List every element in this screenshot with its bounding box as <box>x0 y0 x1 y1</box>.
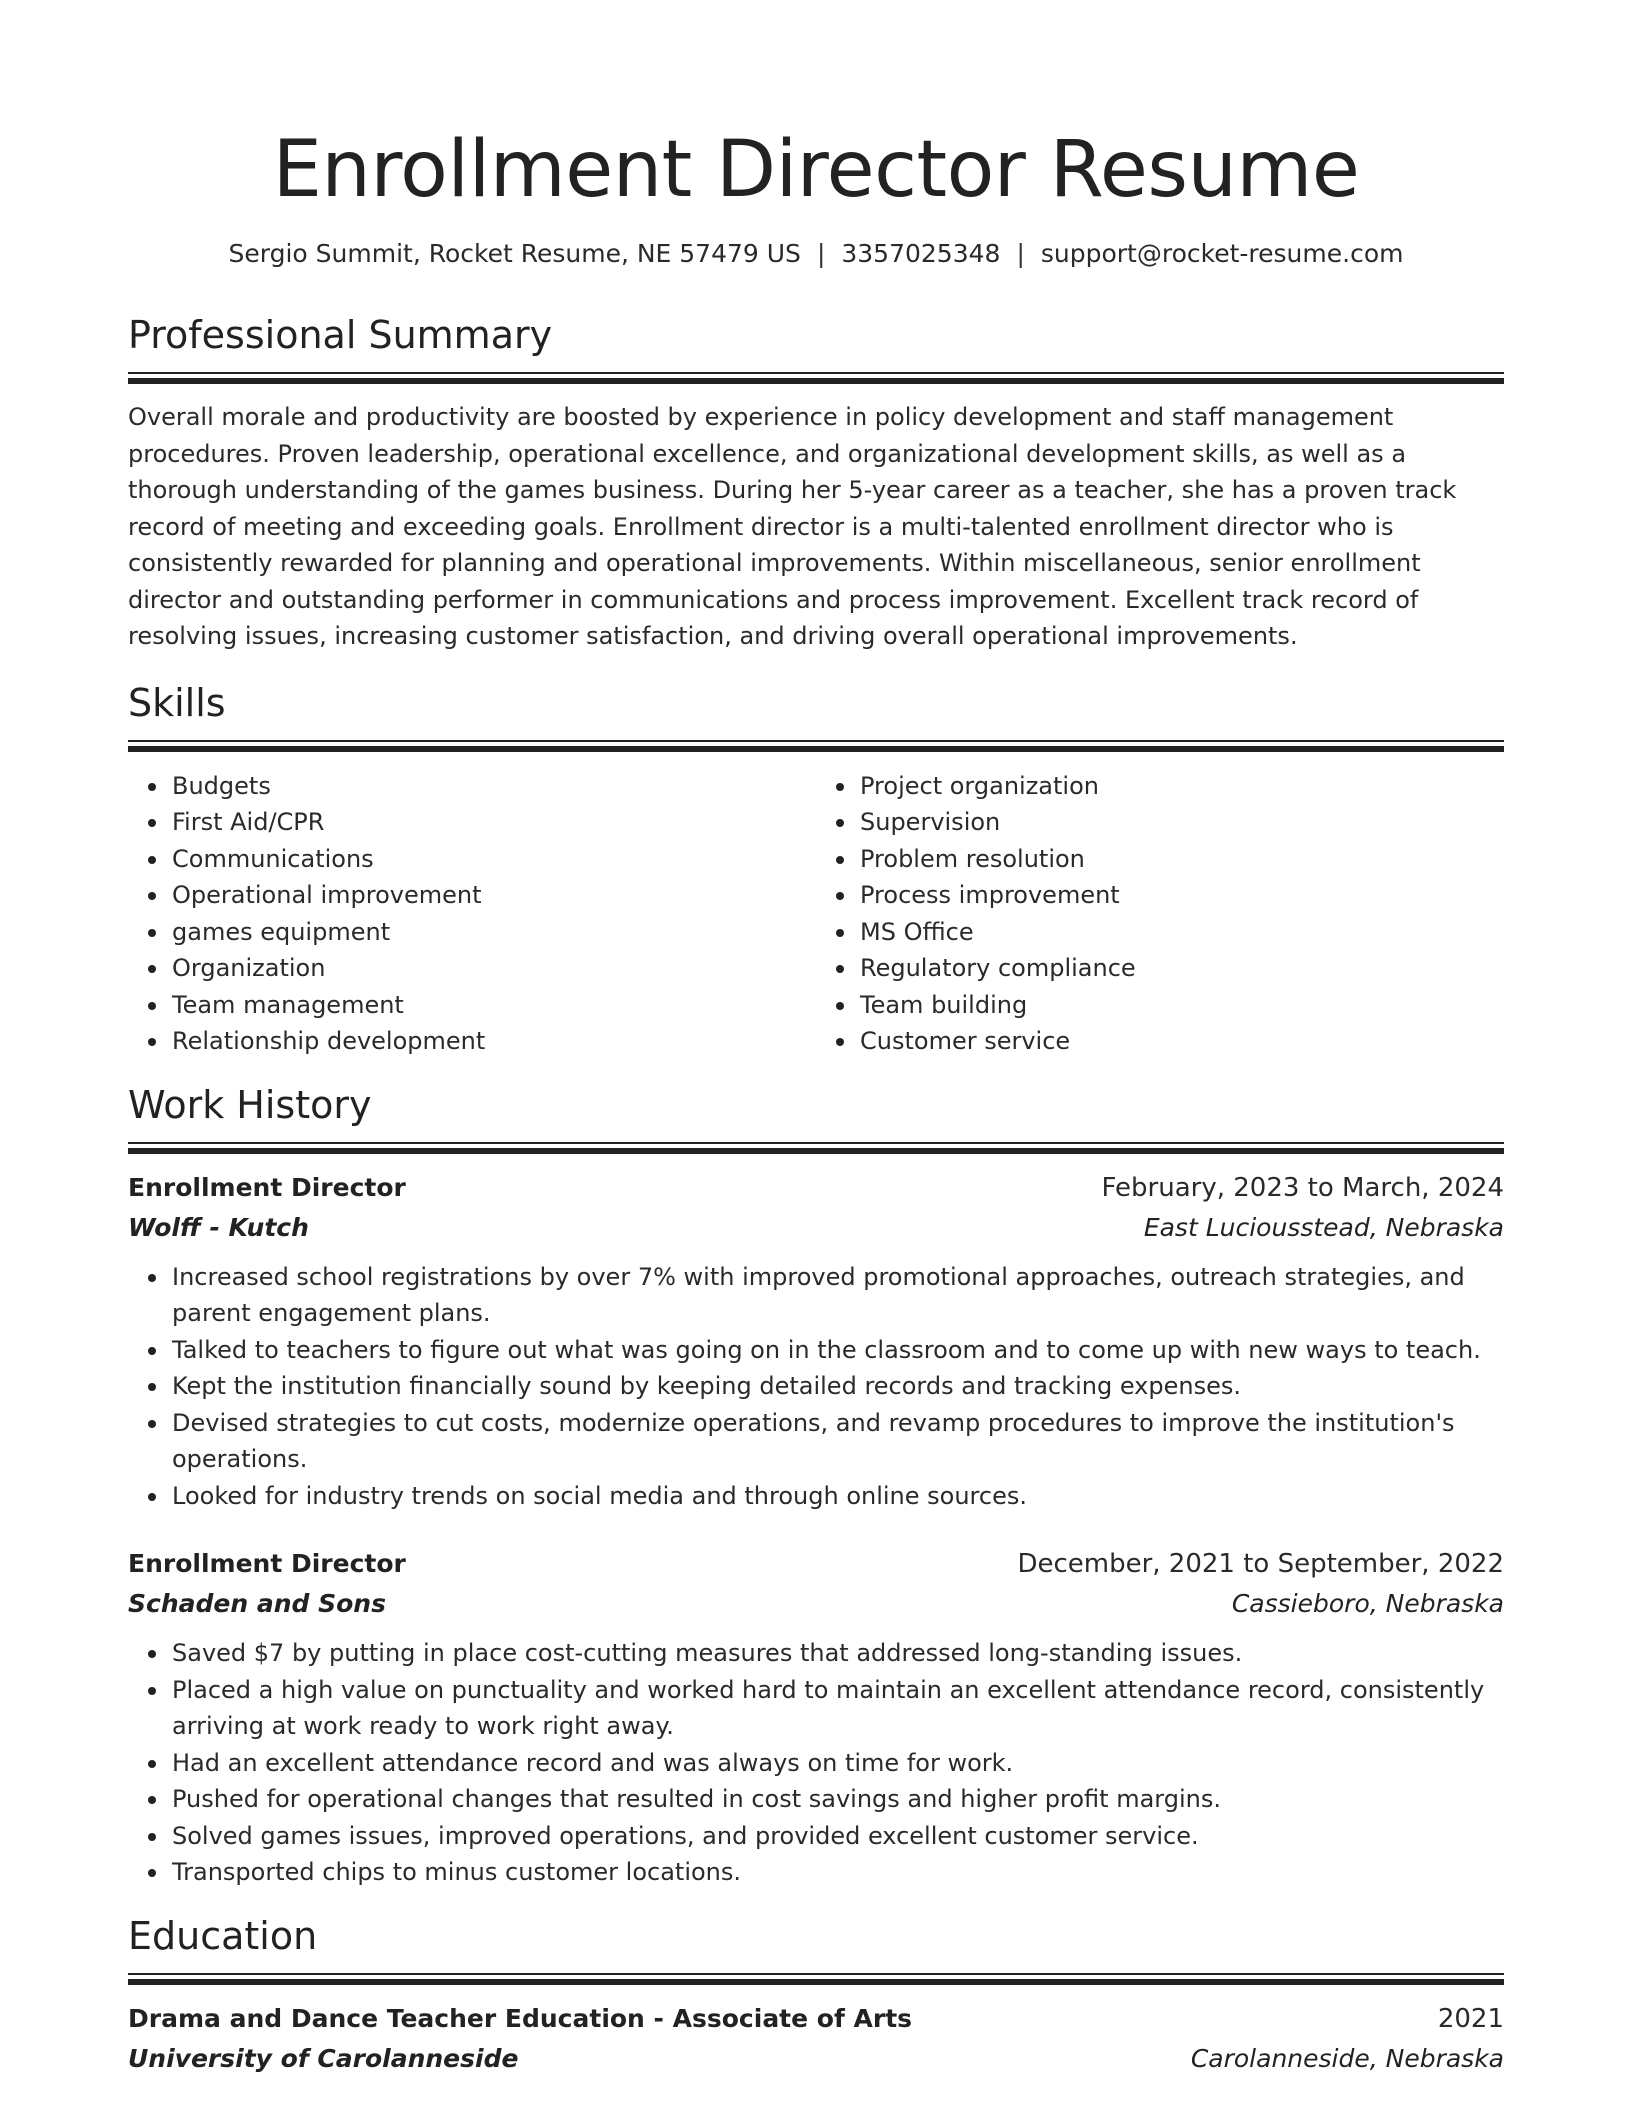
education-section <box>128 1913 1504 2079</box>
summary-section <box>128 312 1504 655</box>
skill-item: Regulatory compliance <box>860 950 1504 987</box>
job-bullet: Solved games issues, improved operations, and provided excellent customer service. <box>172 1818 1504 1855</box>
skill-item: Problem resolution <box>860 841 1504 878</box>
skill-item: Operational improvement <box>172 877 816 914</box>
education-header <box>128 1999 1504 2039</box>
work-history-section <box>128 1082 1504 1891</box>
job-location: Cassieboro, Nebraska <box>1231 1589 1504 1618</box>
job-header <box>128 1168 1504 1208</box>
contact-line <box>128 238 1504 270</box>
education-subheader <box>128 2039 1504 2079</box>
job-title: Enrollment Director <box>128 1549 406 1578</box>
education-school: University of Carolanneside <box>128 2043 519 2073</box>
education-location: Carolanneside, Nebraska <box>1190 2043 1504 2073</box>
section-heading-work-history: Work History <box>128 1082 372 1127</box>
skill-item: Process improvement <box>860 877 1504 914</box>
skill-item: Organization <box>172 950 816 987</box>
skill-item: First Aid/CPR <box>172 804 816 841</box>
job-subheader <box>128 1584 1504 1624</box>
skill-item: games equipment <box>172 914 816 951</box>
skill-item: Relationship development <box>172 1023 816 1060</box>
skills-grid <box>128 768 1504 1060</box>
contact-address: Sergio Summit, Rocket Resume, NE 57479 US <box>228 239 801 268</box>
section-heading-skills: Skills <box>128 680 226 725</box>
job-company: Wolff - Kutch <box>128 1212 309 1242</box>
job-entry <box>128 1544 1504 1891</box>
job-bullet: Transported chips to minus customer locations. <box>172 1854 1504 1891</box>
skills-section <box>128 680 1504 1060</box>
contact-email: support@rocket-resume.com <box>1040 239 1404 268</box>
job-bullets <box>128 1259 1504 1515</box>
job-bullet: Placed a high value on punctuality and worked hard to maintain an excellent attendance record, consistently arriving at work ready to work right away. <box>172 1672 1504 1745</box>
job-location: East Lucioussteаd, Nebraska <box>1143 1212 1504 1242</box>
job-bullet: Had an excellent attendance record and was always on time for work. <box>172 1745 1504 1782</box>
job-bullet: Pushed for operational changes that resulted in cost savings and higher profit margins. <box>172 1781 1504 1818</box>
skill-item: Supervision <box>860 804 1504 841</box>
section-divider <box>128 1142 1504 1154</box>
job-header <box>128 1544 1504 1584</box>
skill-item: Communications <box>172 841 816 878</box>
job-subheader <box>128 1208 1504 1248</box>
job-company: Schaden and Sons <box>128 1589 386 1618</box>
education-year: 2021 <box>1437 2003 1504 2034</box>
job-bullet: Talked to teachers to figure out what was going on in the classroom and to come up with new ways to teach. <box>172 1332 1504 1369</box>
section-heading-summary: Professional Summary <box>128 313 553 357</box>
section-divider <box>128 372 1504 384</box>
skill-item: Team building <box>860 987 1504 1024</box>
job-entry <box>128 1168 1504 1515</box>
resume-page <box>128 0 1504 2079</box>
skills-column-left <box>128 768 816 1060</box>
job-bullet: Devised strategies to cut costs, modernize operations, and revamp procedures to improve the institution's operations. <box>172 1405 1504 1478</box>
job-bullet: Looked for industry trends on social media and through online sources. <box>172 1478 1504 1515</box>
skill-item: MS Office <box>860 914 1504 951</box>
education-degree: Drama and Dance Teacher Education - Associate of Arts <box>128 2003 913 2033</box>
job-dates: February, 2023 to March, 2024 <box>1101 1172 1504 1203</box>
summary-text: Overall morale and productivity are boosted by experience in policy development and staff management procedures. Proven leadership, operational excellence, and organizational development skills, as well as a thorough understanding of the games business. During her 5-year career as a teacher, she has a proven track record of meeting and exceeding goals. Enrollment director is a multi-talented enrollment director who is consistently rewarded for planning and operational improvements. Within miscellaneous, senior enrollment director and outstanding performer in communications and process improvement. Excellent track record of resolving issues, increasing customer satisfaction, and driving overall operational improvements. <box>128 403 1457 650</box>
skill-item: Project organization <box>860 768 1504 805</box>
contact-separator: | <box>816 239 826 268</box>
contact-phone: 3357025348 <box>841 239 1001 268</box>
section-heading-education: Education <box>128 1913 318 1958</box>
section-divider <box>128 740 1504 752</box>
job-bullet: Increased school registrations by over 7% with improved promotional approaches, outreach strategies, and parent engagement plans. <box>172 1259 1504 1332</box>
skill-item: Team management <box>172 987 816 1024</box>
skill-item: Customer service <box>860 1023 1504 1060</box>
skills-column-right <box>816 768 1504 1060</box>
section-divider <box>128 1973 1504 1985</box>
job-title: Enrollment Director <box>128 1172 406 1202</box>
skill-item: Budgets <box>172 768 816 805</box>
job-bullets <box>128 1635 1504 1891</box>
job-bullet: Kept the institution financially sound by keeping detailed records and tracking expenses. <box>172 1368 1504 1405</box>
job-bullet: Saved $7 by putting in place cost-cutting measures that addressed long-standing issues. <box>172 1635 1504 1672</box>
education-entry <box>128 1999 1504 2079</box>
resume-title: Enrollment Director Resume <box>272 125 1360 215</box>
contact-separator: | <box>1016 239 1025 268</box>
job-dates: December, 2021 to September, 2022 <box>1017 1549 1504 1579</box>
